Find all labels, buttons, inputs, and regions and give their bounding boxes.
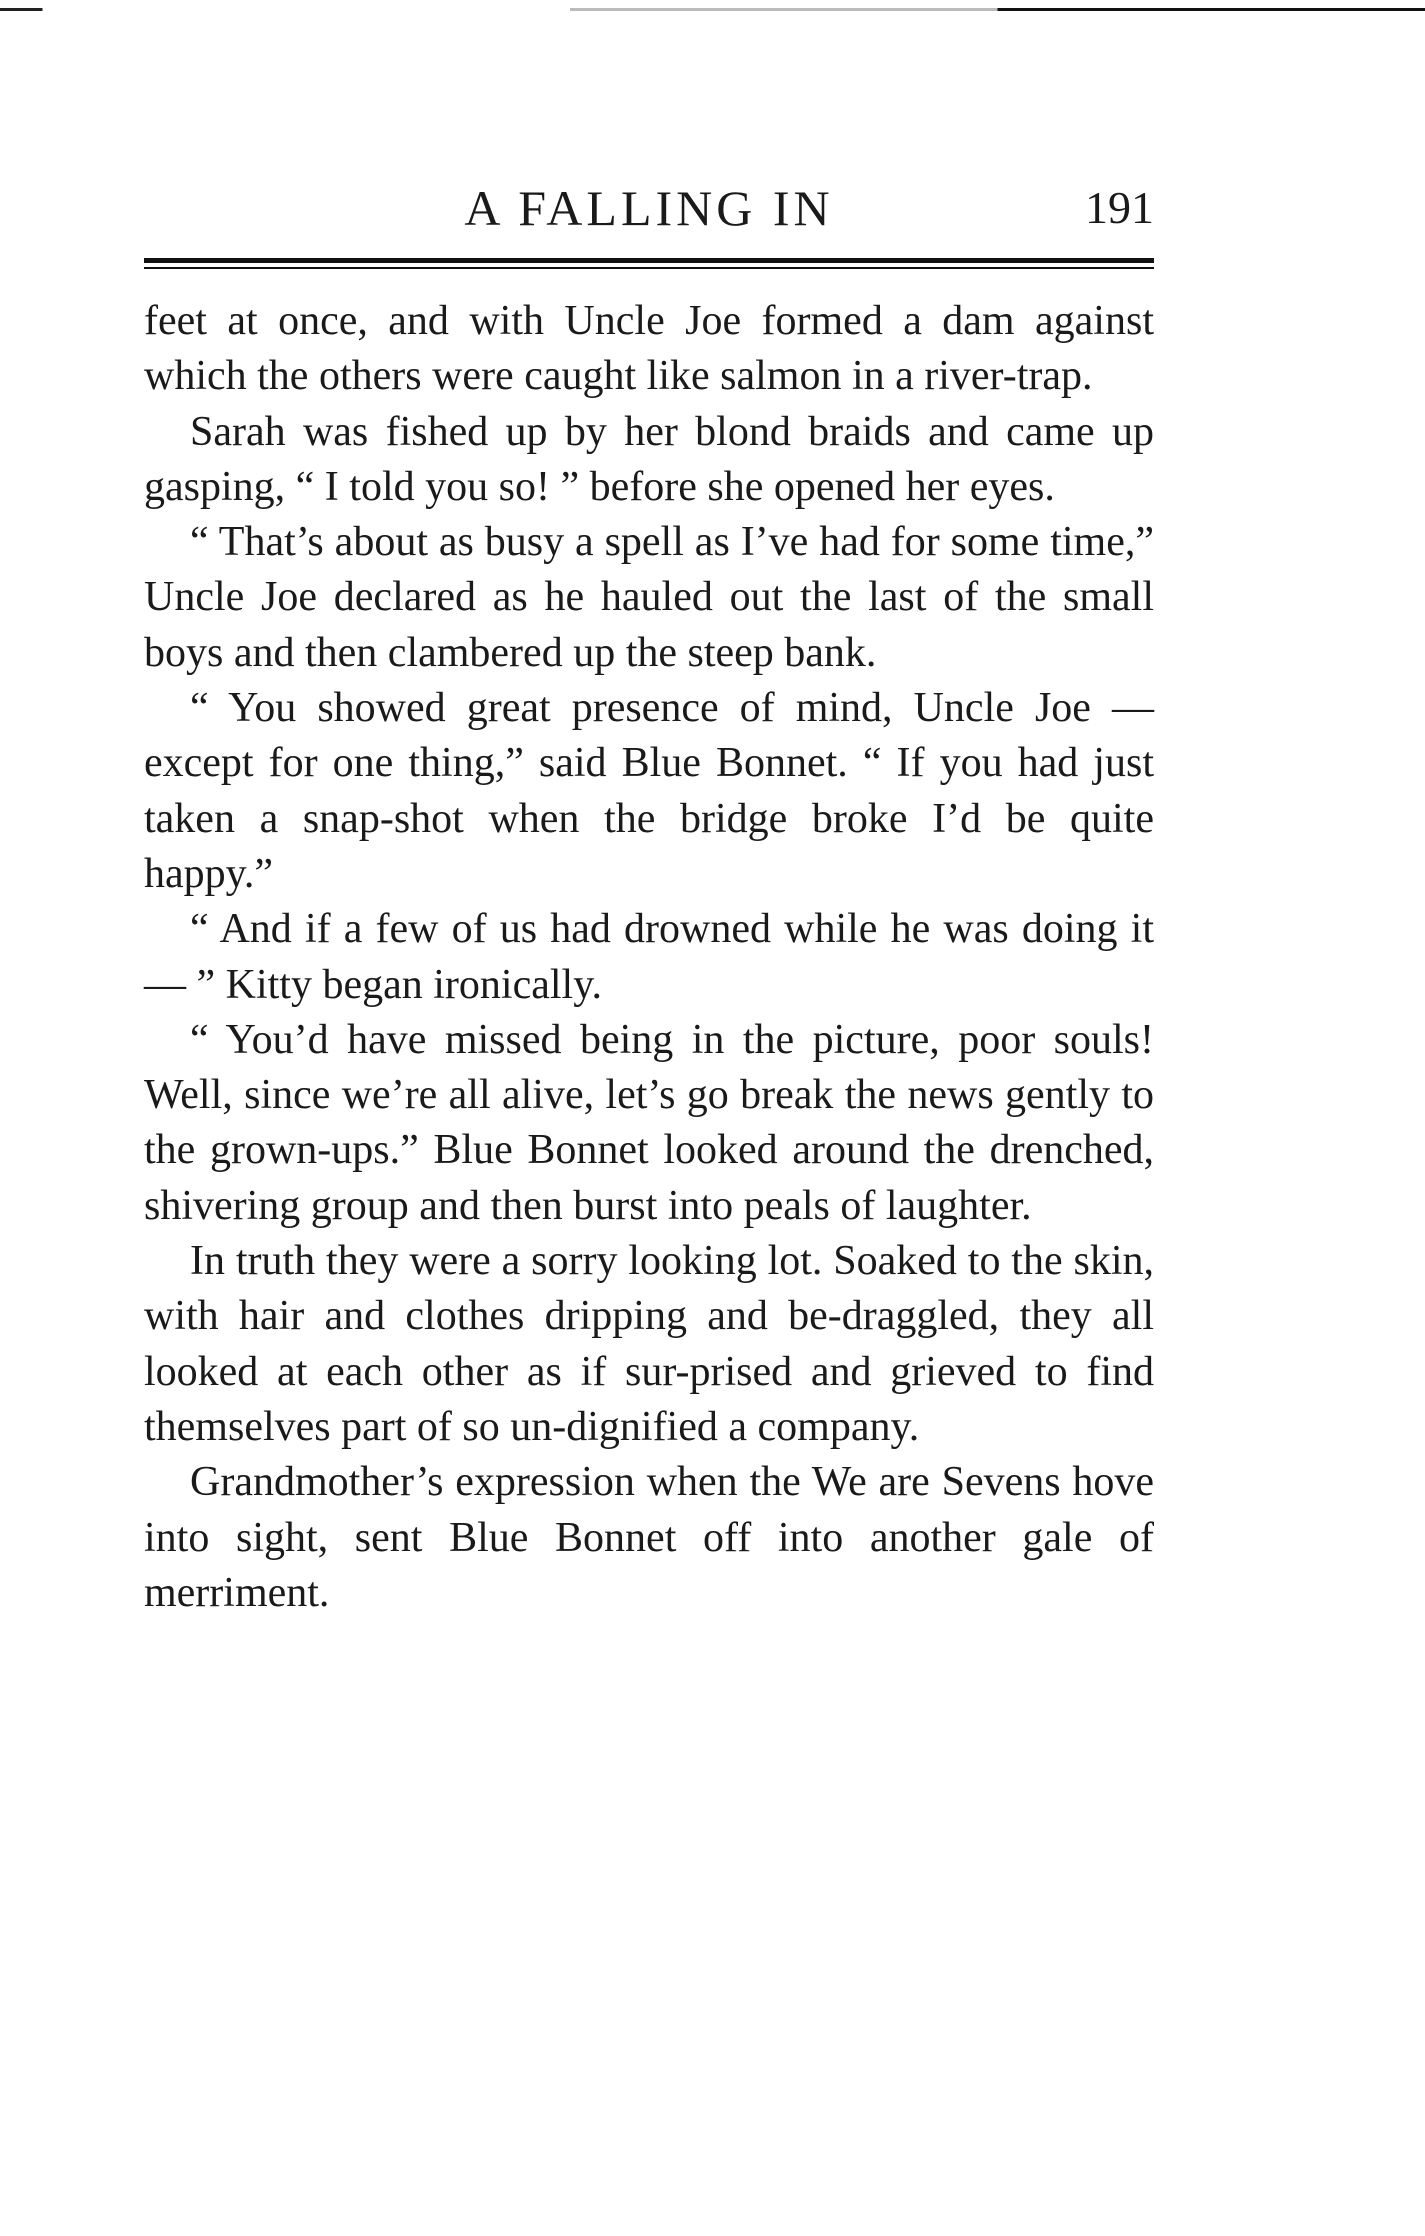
body-text: [144, 294, 1154, 1621]
page-number: 191: [1085, 182, 1154, 233]
paragraph: Sarah was fished up by her blond braids and came up gasping, “ I told you so! ” before she opened her eyes.: [144, 408, 1154, 510]
header-rule-thin: [144, 267, 1154, 269]
paragraph: Grandmother’s expression when the We are Sevens hove into sight, sent Blue Bonnet off into another gale of merriment.: [144, 1459, 1154, 1616]
paragraph: “ You’d have missed being in the picture, poor souls! Well, since we’re all alive, let’s go break the news gently to the grown-ups.” Blue Bonnet looked around the drenched, shivering group and then burst into peals of laughter.: [144, 1016, 1154, 1229]
paragraph: “ That’s about as busy a spell as I’ve had for some time,” Uncle Joe declared as he hauled out the last of the small boys and then clambered up the steep bank.: [144, 519, 1154, 676]
paragraph: “ You showed great presence of mind, Uncle Joe — except for one thing,” said Blue Bonnet. “ If you had just taken a snap-shot when the bridge broke I’d be quite happy.”: [144, 685, 1154, 897]
running-header: [144, 178, 1154, 248]
header-rule-thick: [144, 258, 1154, 263]
running-title: A FALLING IN: [464, 180, 834, 236]
paragraph-continuation: feet at once, and with Uncle Joe formed a dam against which the others were caught like salmon in a river-trap.: [144, 298, 1154, 400]
scan-edge-line: [0, 8, 1425, 11]
paragraph: In truth they were a sorry looking lot. Soaked to the skin, with hair and clothes dripping and be-draggled, they all looked at each other as if sur-prised and grieved to find themselves part of so un-dignified a company.: [144, 1238, 1154, 1450]
paragraph: “ And if a few of us had drowned while he was doing it — ” Kitty began ironically.: [144, 906, 1154, 1008]
